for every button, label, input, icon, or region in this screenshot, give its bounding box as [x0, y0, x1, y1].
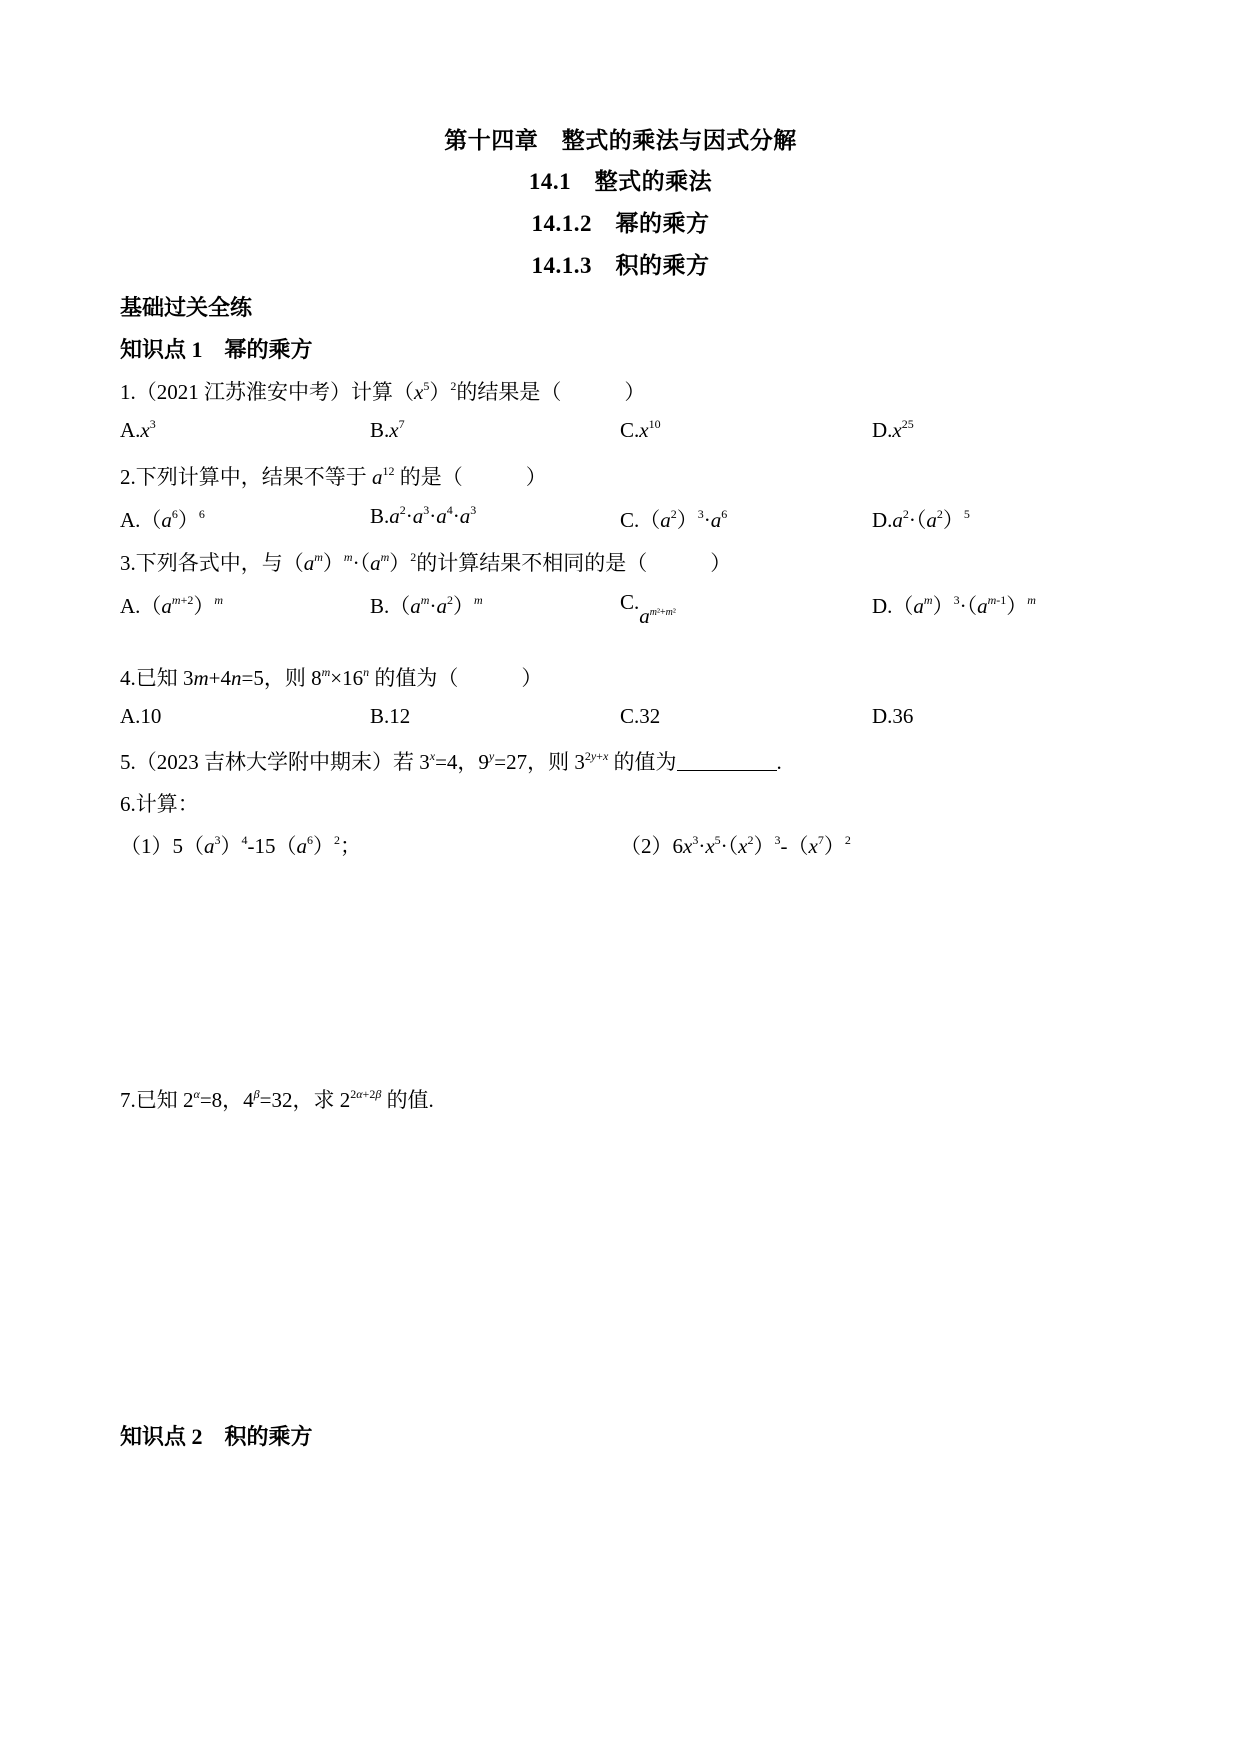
q2-option-c: $C.(a^2)^3\cdot a^6$: [620, 507, 728, 532]
q2-option-b: $B.a^2\cdot a^3\cdot a^4\cdot a^3$: [370, 503, 477, 528]
q1-option-c: $C.x^{10}$: [620, 417, 661, 442]
subsection-title-power-of-product: 14.1.3 积的乘方: [531, 253, 710, 278]
q1-option-d: $D.x^{25}$: [872, 417, 914, 442]
question-6: 6.计算：: [120, 792, 199, 816]
q6-part-2: $(2)6x^3\cdot x^5\cdot(x^2)^3-(x^7)^2$: [620, 833, 851, 858]
question-4: 4.已知 3m+4n=5，则 $8^m\times 16^n$ 的值为（ ）: [120, 665, 543, 690]
section-title: 14.1 整式的乘法: [528, 169, 713, 194]
knowledge-point-2-title: 知识点 2 积的乘方: [120, 1424, 313, 1449]
q3-option-c: $C.a^{m^2+m^2}$: [620, 590, 676, 628]
question-5: 5.（2023 吉林大学附中期末）若 $3^x=4$，$9^y=27$，则 $3^{2y+x}$ 的值为 .: [120, 749, 782, 774]
q3-option-b: $B.(a^m\cdot a^2)^m$: [370, 593, 483, 618]
q4-option-a: A.10: [120, 704, 162, 728]
practice-title: 基础过关全练: [120, 295, 253, 320]
q1-option-a: $A.x^3$: [120, 417, 156, 442]
q3-option-a: $A.(a^{m+2})^m$: [120, 593, 224, 618]
knowledge-point-1-title: 知识点 1 幂的乘方: [120, 337, 313, 362]
q4-option-d: D.36: [872, 704, 914, 728]
question-2: 2.下列计算中，结果不等于 $a^{12}$ 的是（ ）: [120, 464, 547, 489]
q2-option-d: $D.a^2\cdot(a^2)^5$: [872, 507, 970, 532]
q4-option-b: B.12: [370, 704, 411, 728]
subsection-title-power-of-power: 14.1.2 幂的乘方: [531, 211, 710, 236]
question-7: 7.已知 $2^\alpha=8$，$4^\beta=32$，求 $2^{2\alpha+2\beta}$ 的值.: [120, 1087, 434, 1112]
question-1: 1.（2021 江苏淮安中考）计算$(x^5)^2$的结果是（ ）: [120, 379, 646, 404]
q1-option-b: $B.x^7$: [370, 417, 405, 442]
question-3: 3.下列各式中，与$(a^m)^m\cdot(a^m)^2$的计算结果不相同的是（ ）: [120, 550, 732, 575]
q3-option-d: $D.(a^m)^3\cdot(a^{m-1})^m$: [872, 593, 1036, 618]
q2-option-a: $A.(a^6)^6$: [120, 507, 205, 532]
q4-option-c: C.32: [620, 704, 661, 728]
q6-part-1: $(1)5(a^3)^4-15(a^6)^2$；: [120, 833, 361, 858]
chapter-title: 第十四章 整式的乘法与因式分解: [444, 128, 797, 153]
answer-blank[interactable]: [677, 752, 777, 771]
